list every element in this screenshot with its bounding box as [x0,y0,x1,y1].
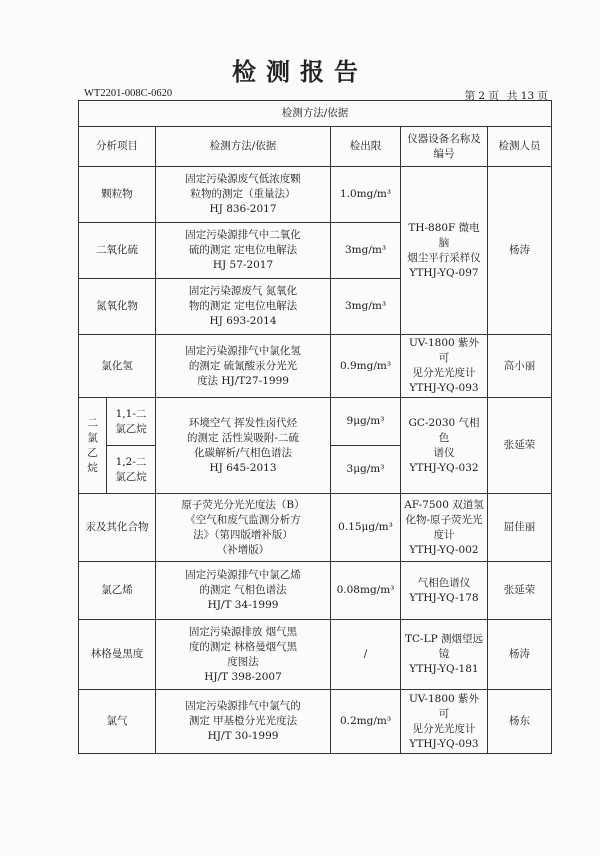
method-cell [156,335,331,398]
sub-item-line: 氯乙烷 [115,422,147,435]
method-line: HJ 693-2014 [209,315,277,327]
person-cell: 杨涛 [488,167,552,335]
group-label-dichloroethane [79,398,107,494]
method-cell [156,398,331,494]
instrument-line: AF-7500 双道氢 [404,498,484,511]
instrument-cell [401,690,488,754]
sub-item-line: 1,2-二 [115,455,147,468]
method-line: 固定污染源排气中氯气的 [185,700,301,712]
method-cell [156,690,331,754]
item-cell: 颗粒物 [79,167,156,223]
person-cell: 张延荣 [488,562,552,620]
instrument-line: 气相色谱仪 [417,576,471,589]
method-cell [156,279,331,335]
sub-item-line: 1,1-二 [115,407,147,420]
method-cell [156,494,331,562]
instrument-cell [401,562,488,620]
header-item: 分析项目 [79,127,156,167]
method-line: HJ 57-2017 [212,259,274,271]
method-line: 度的测定 林格曼烟气黑 [188,640,298,653]
page-number: 第 2 页 [464,90,499,102]
instrument-cell [401,494,488,562]
method-line: 原子荧光分光光度法（B） [181,498,305,511]
header-instrument: 仪器设备名称及编号 [401,127,488,167]
limit-cell: 0.08mg/m³ [331,562,401,620]
sub-item-cell [107,446,156,494]
item-cell: 氮氧化物 [79,279,156,335]
instrument-line: GC-2030 气相色 [408,416,480,444]
instrument-line: 见分光光度计 [412,367,476,379]
method-cell [156,562,331,620]
limit-cell: 9μg/m³ [331,398,401,446]
sub-item-cell [107,398,156,446]
instrument-cell [401,620,488,690]
instrument-line: 谱仪 [433,446,455,459]
limit-cell: 0.9mg/m³ [331,335,401,398]
group-label-char: 氯 [87,431,98,444]
instrument-line: UV-1800 紫外可 [408,692,480,720]
methods-table [78,100,552,754]
group-label-char: 烷 [87,461,98,474]
method-line: 《空气和废气监测分析方 [185,513,301,526]
report-title: 检测报告 [232,58,368,86]
limit-cell: / [331,620,401,690]
method-line: 固定污染源排气中氯乙烯 [185,569,301,581]
table-row [79,620,552,690]
method-line: 硫的测定 定电位电解法 [188,244,298,256]
method-line: 的测定 硫氰酸汞分光光 [188,359,298,372]
method-line: 的测定 活性炭吸附-二硫 [187,431,299,444]
instrument-line: YTHJ-YQ-032 [409,461,479,474]
person-cell: 屈佳丽 [488,494,552,562]
limit-cell: 3mg/m³ [331,223,401,279]
item-cell: 林格曼黑度 [79,620,156,690]
method-line: 固定污染源排气中氯化氢 [185,344,301,357]
person-cell: 高小丽 [488,335,552,398]
instrument-line: 化物-原子荧光光 [405,513,483,526]
instrument-cell [401,335,488,398]
instrument-line: UV-1800 紫外可 [408,337,480,364]
method-cell [156,620,331,690]
instrument-cell [401,398,488,494]
person-cell: 张延荣 [488,398,552,494]
limit-cell: 1.0mg/m³ [331,167,401,223]
person-cell: 杨涛 [488,620,552,690]
header-method: 检测方法/依据 [156,127,331,167]
instrument-line: YTHJ-YQ-178 [409,591,479,604]
instrument-line: YTHJ-YQ-093 [409,737,479,750]
limit-cell: 3μg/m³ [331,446,401,494]
instrument-cell [401,167,488,335]
instrument-line: TH-880F 微电脑 [408,221,480,249]
method-line: 的测定 气相色谱法 [199,584,287,596]
method-line: 物的测定 定电位电解法 [188,300,298,312]
method-line: 化碳解析/气相色谱法 [193,446,293,459]
method-line: HJ/T 34-1999 [207,599,279,611]
table-row [79,690,552,754]
limit-cell: 0.2mg/m³ [331,690,401,754]
group-label-char: 乙 [87,446,98,459]
method-line: 度法 HJ/T27-1999 [197,374,289,387]
table-row [79,335,552,398]
method-cell [156,223,331,279]
method-line: 固定污染源废气低浓度颗 [185,173,301,185]
limit-cell: 3mg/m³ [331,279,401,335]
method-cell [156,167,331,223]
item-cell: 汞及其化合物 [79,494,156,562]
table-row [79,494,552,562]
method-line: 度图法 [227,655,259,668]
instrument-line: YTHJ-YQ-181 [409,663,479,675]
method-line: HJ 836-2017 [209,203,277,215]
instrument-line: TC-LP 测烟望远镜 [405,633,483,660]
item-cell: 氯乙烯 [79,562,156,620]
method-line: 环境空气 挥发性卤代烃 [188,416,298,429]
item-cell: 二氧化硫 [79,223,156,279]
header-person: 检测人员 [488,127,552,167]
method-line: 固定污染源废气 氮氧化 [188,285,298,297]
instrument-line: YTHJ-YQ-097 [409,266,479,279]
sub-item-line: 氯乙烷 [115,470,147,483]
method-line: HJ/T 398-2007 [204,670,282,683]
instrument-line: YTHJ-YQ-002 [409,543,479,556]
instrument-line: 烟尘平行采样仪 [407,251,481,264]
item-cell: 氯化氢 [79,335,156,398]
method-line: （补增版） [216,543,270,556]
method-line: HJ 645-2013 [209,461,277,474]
method-line: 法》（第四版增补版） [193,528,293,541]
table-row [79,562,552,620]
header-limit: 检出限 [331,127,401,167]
instrument-line: YTHJ-YQ-093 [409,382,479,394]
table-row [79,398,552,446]
method-line: 固定污染源排气中二氧化 [185,229,301,241]
method-line: 测定 甲基橙分光光度法 [188,715,298,727]
table-row [79,167,552,223]
group-label-char: 二 [87,416,98,429]
method-line: 固定污染源排放 烟气黑 [188,625,298,638]
method-line: 粒物的测定（重量法） [190,188,296,200]
limit-cell: 0.15μg/m³ [331,494,401,562]
method-line: HJ/T 30-1999 [207,730,279,742]
report-number: WT2201-008C-0620 [84,88,173,99]
page-total: 共 13 页 [506,90,548,102]
person-cell: 杨东 [488,690,552,754]
instrument-line: 见分光光度计 [412,722,476,735]
section-title: 检测方法/依据 [79,101,552,127]
instrument-line: 度计 [433,528,455,541]
item-cell: 氯气 [79,690,156,754]
